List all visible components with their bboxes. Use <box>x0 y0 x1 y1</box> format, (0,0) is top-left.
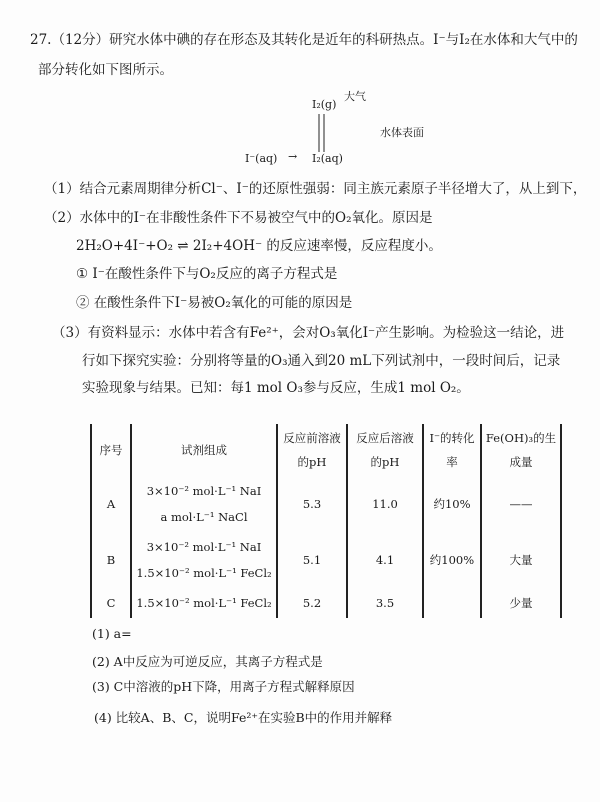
part2-text: （2）水体中的I⁻在非酸性条件下不易被空气中的O₂氧化。原因是 <box>44 210 433 226</box>
reagent: 3×10⁻² mol·L⁻¹ NaI <box>146 484 262 498</box>
header-id: 序号 <box>91 424 131 476</box>
diagram-i2-aq: I₂(aq) <box>312 152 343 165</box>
ph-after: 3.5 <box>347 588 423 618</box>
conversion: 约100% <box>423 532 481 588</box>
diagram-equilibrium-arrows <box>315 112 329 154</box>
diagram-iodide: I⁻(aq) <box>245 152 278 165</box>
header-reagents: 试剂组成 <box>131 424 277 476</box>
subquestion-1: (1) a= <box>92 626 132 641</box>
part3-line1: （3）有资料显示：水体中若含有Fe²⁺，会对O₃氧化I⁻产生影响。为检验这一结论，进 <box>52 325 565 341</box>
row-id: A <box>91 476 131 532</box>
table-row <box>91 476 561 532</box>
ph-after: 11.0 <box>347 476 423 532</box>
table-header-row <box>91 424 561 476</box>
header-conversion: I⁻的转化率 <box>423 424 481 476</box>
diagram-atmosphere-label: 大气 <box>344 90 366 103</box>
feoh3-amount: 大量 <box>481 532 561 588</box>
part2-sub2: ② 在酸性条件下I⁻易被O₂氧化的可能的原因是 <box>76 295 353 311</box>
diagram-i2-gas: I₂(g) <box>312 98 337 111</box>
experiment-table <box>90 424 562 618</box>
table-row <box>91 588 561 618</box>
header-ph-before: 反应前溶液的pH <box>277 424 347 476</box>
row-reagents <box>131 476 277 532</box>
part3-line2: 行如下探究实验：分别将等量的O₃通入到20 mL下列试剂中，一段时间后，记录 <box>82 353 561 369</box>
feoh3-amount: —— <box>481 476 561 532</box>
row-reagents <box>131 588 277 618</box>
ph-before: 5.2 <box>277 588 347 618</box>
question-intro-line1: 27.（12分）研究水体中碘的存在形态及其转化是近年的科研热点。I⁻与I₂在水体和大气中的 <box>30 32 578 48</box>
reagent: a mol·L⁻¹ NaCl <box>160 510 248 524</box>
diagram-arrow: → <box>288 150 298 163</box>
row-reagents <box>131 532 277 588</box>
header-feoh3: Fe(OH)₃的生成量 <box>481 424 561 476</box>
question-intro-line2: 部分转化如下图所示。 <box>38 62 173 78</box>
conversion: 约10% <box>423 476 481 532</box>
subquestion-3: (3) C中溶液的pH下降，用离子方程式解释原因 <box>92 679 355 694</box>
diagram-water-surface-label: 水体表面 <box>380 126 424 139</box>
part3-line3: 实验现象与结果。已知：每1 mol O₃参与反应，生成1 mol O₂。 <box>82 380 470 396</box>
feoh3-amount: 少量 <box>481 588 561 618</box>
part2-sub1: ① I⁻在酸性条件下与O₂反应的离子方程式是 <box>76 266 338 282</box>
ph-before: 5.3 <box>277 476 347 532</box>
subquestion-4: (4) 比较A、B、C，说明Fe²⁺在实验B中的作用并解释 <box>94 710 393 725</box>
ph-before: 5.1 <box>277 532 347 588</box>
row-id: B <box>91 532 131 588</box>
row-id: C <box>91 588 131 618</box>
table-row <box>91 532 561 588</box>
header-ph-after: 反应后溶液的pH <box>347 424 423 476</box>
part1-text: （1）结合元素周期律分析Cl⁻、I⁻的还原性强弱：同主族元素原子半径增大了，从上到下， <box>44 181 587 197</box>
ph-after: 4.1 <box>347 532 423 588</box>
conversion <box>423 588 481 618</box>
reagent: 3×10⁻² mol·L⁻¹ NaI <box>146 540 262 554</box>
reagent: 1.5×10⁻² mol·L⁻¹ FeCl₂ <box>136 596 272 610</box>
part2-equation: 2H₂O+4I⁻+O₂ ⇌ 2I₂+4OH⁻ 的反应速率慢，反应程度小。 <box>76 238 442 254</box>
reagent: 1.5×10⁻² mol·L⁻¹ FeCl₂ <box>136 566 272 580</box>
subquestion-2: (2) A中反应为可逆反应，其离子方程式是 <box>92 654 323 669</box>
